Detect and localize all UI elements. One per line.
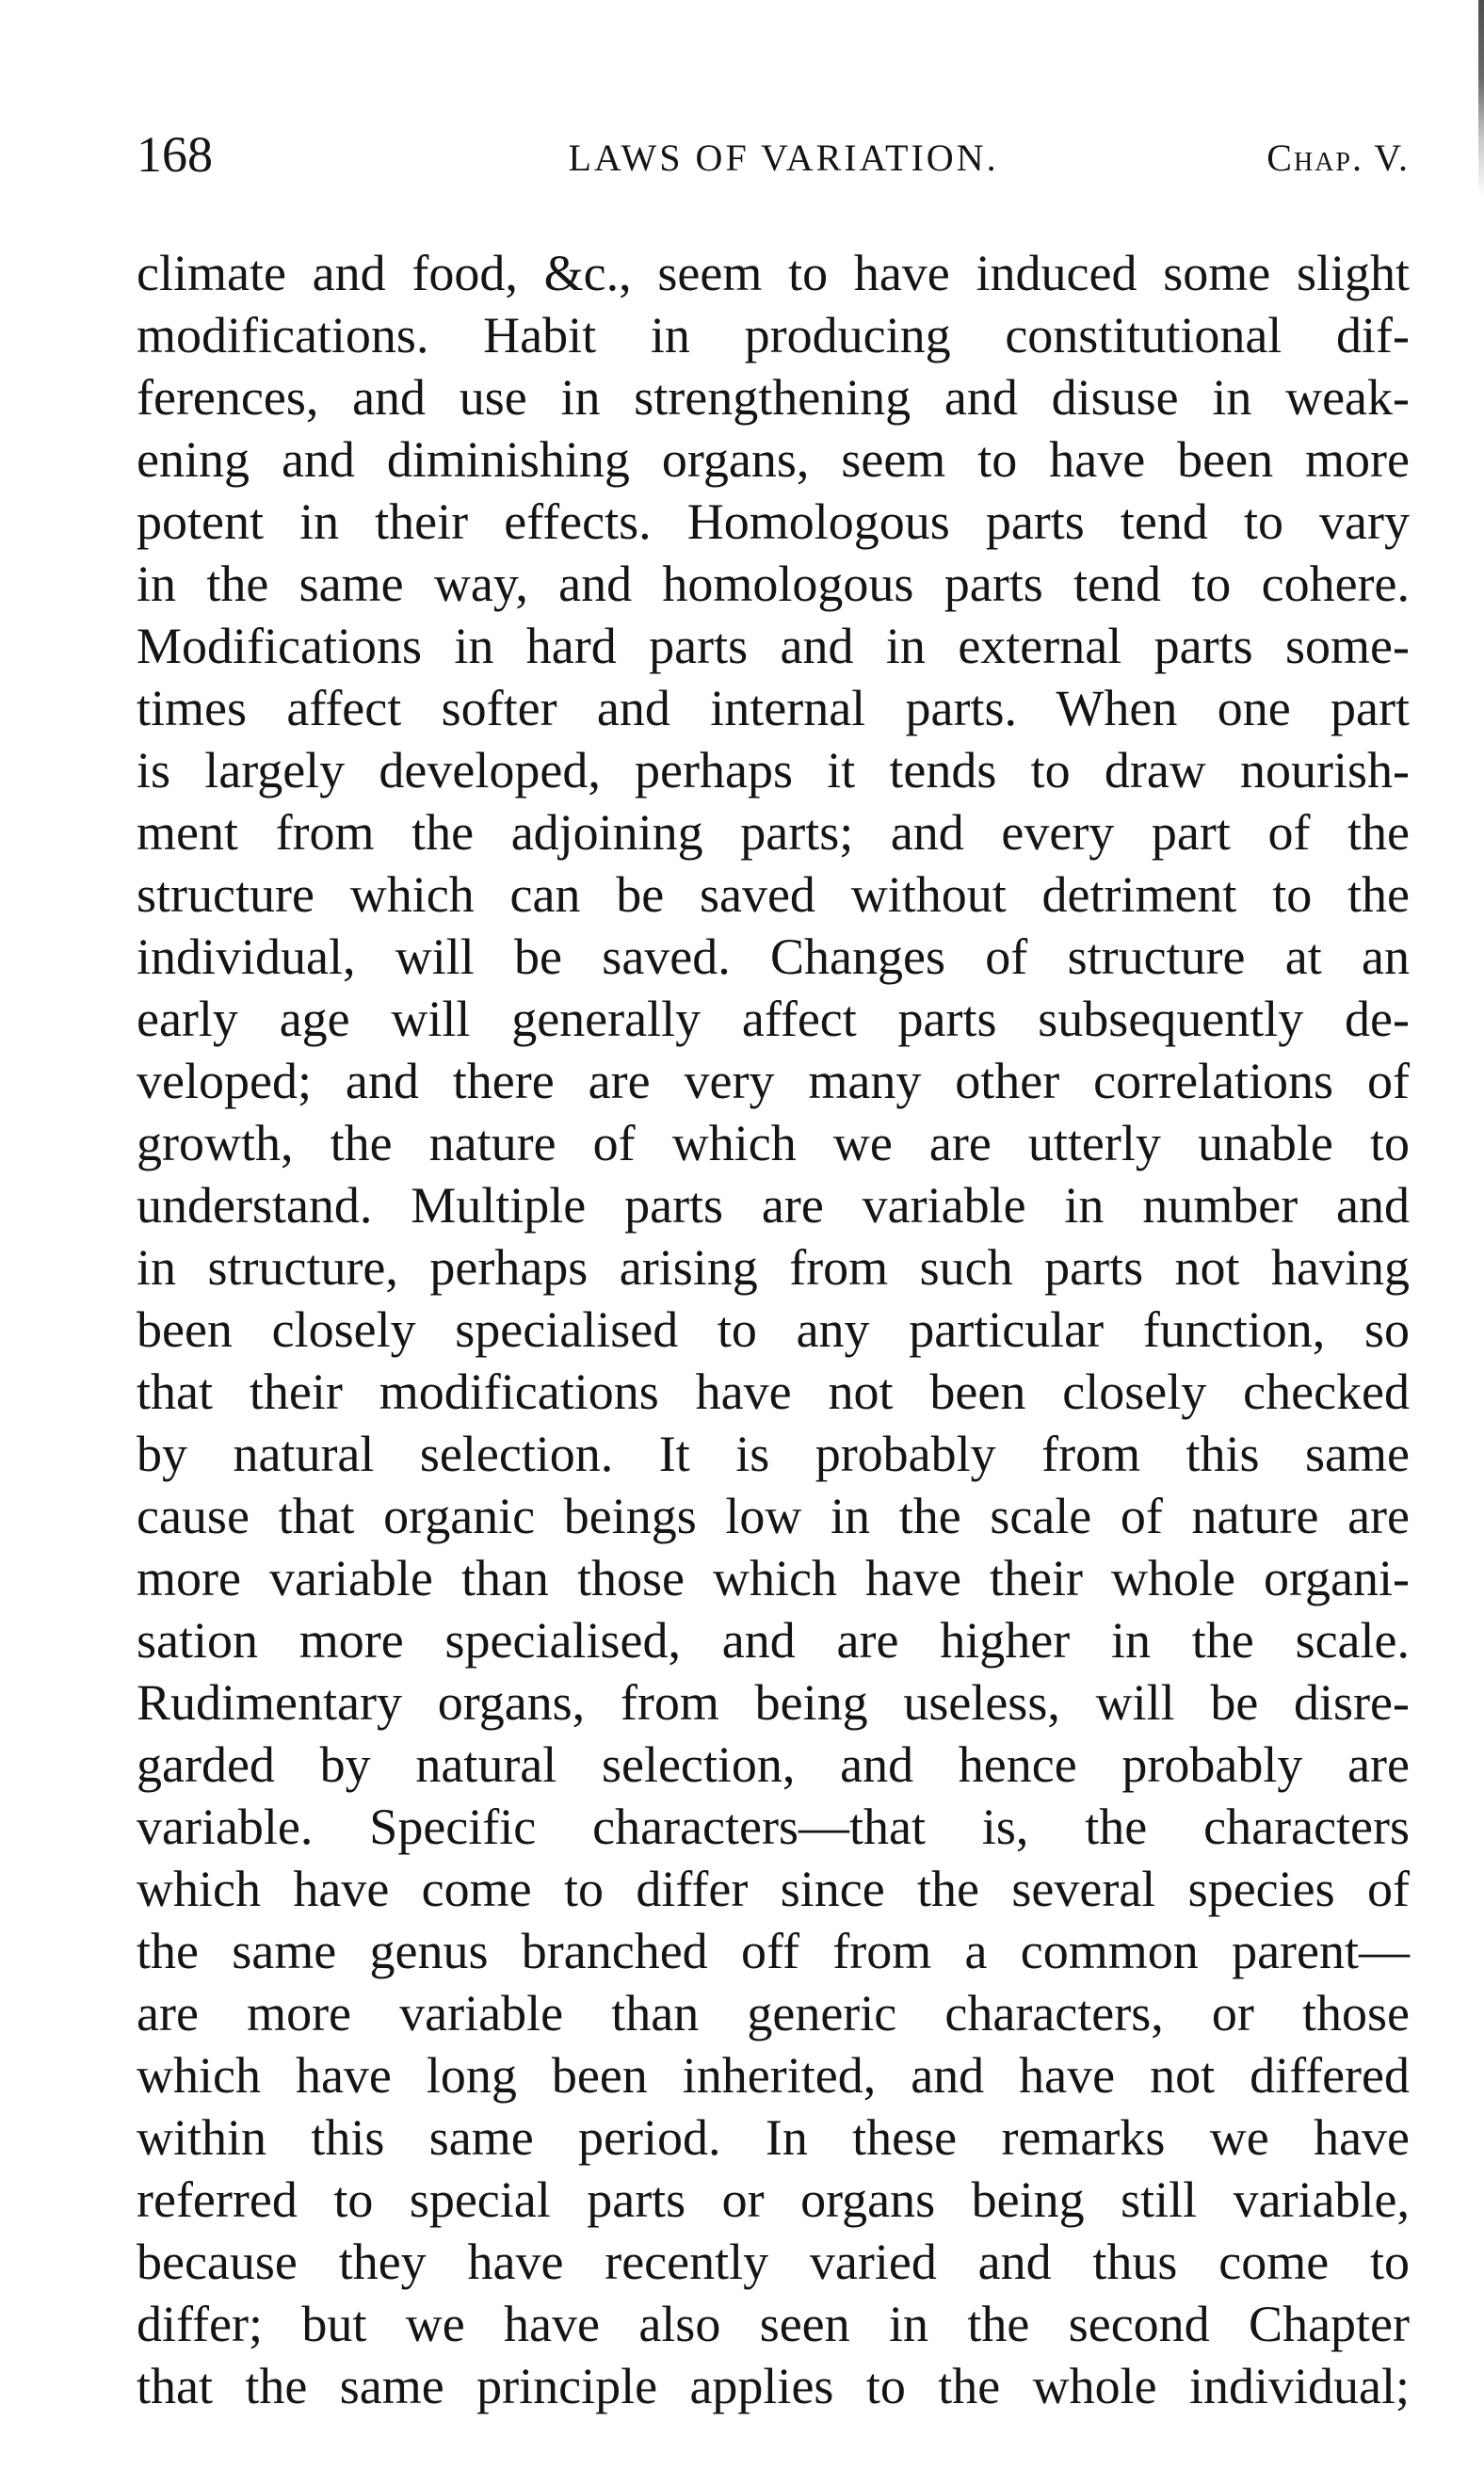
text-line: ening and diminishing organs, seem to have been more [137, 431, 1410, 488]
text-line: Rudimentary organs, from being useless, will be disre- [137, 1674, 1410, 1731]
text-line: early age will generally affect parts subsequently de- [137, 991, 1410, 1047]
text-line: that the same principle applies to the whole individual; [137, 2358, 1410, 2414]
text-line: veloped; and there are very many other correlations of [137, 1053, 1410, 1109]
text-line: differ; but we have also seen in the second Chapter [137, 2296, 1410, 2352]
page-number: 168 [137, 126, 213, 183]
text-line: modifications. Habit in producing constitutional dif- [137, 307, 1410, 363]
text-line: ferences, and use in strengthening and disuse in weak- [137, 369, 1410, 426]
text-line: ment from the adjoining parts; and every part of the [137, 804, 1410, 861]
text-line: is largely developed, perhaps it tends to draw nourish- [137, 742, 1410, 799]
text-line: growth, the nature of which we are utterly unable to [137, 1115, 1410, 1171]
text-line: by natural selection. It is probably from this same [137, 1426, 1410, 1482]
text-line: that their modifications have not been closely checked [137, 1364, 1410, 1420]
text-line: sation more specialised, and are higher in the scale. [137, 1612, 1410, 1669]
text-line: variable. Specific characters—that is, the characters [137, 1799, 1410, 1855]
text-line: referred to special parts or organs being still variable, [137, 2171, 1410, 2228]
text-line: more variable than those which have their whole organi- [137, 1550, 1410, 1606]
page-edge-mark [1478, 0, 1484, 198]
text-line: which have long been inherited, and have not differed [137, 2047, 1410, 2104]
text-line: because they have recently varied and thus come to [137, 2234, 1410, 2290]
chapter-title: LAWS OF VARIATION. [568, 137, 999, 179]
text-line: are more variable than generic characters, or those [137, 1985, 1410, 2041]
text-line: understand. Multiple parts are variable in number and [137, 1177, 1410, 1234]
text-line: times affect softer and internal parts. When one part [137, 680, 1410, 736]
body-paragraph [137, 242, 1410, 2417]
text-line: climate and food, &c., seem to have induced some slight [137, 245, 1410, 301]
running-head [137, 126, 1410, 183]
text-line: which have come to differ since the several species of [137, 1861, 1410, 1917]
text-line: cause that organic beings low in the scale of nature are [137, 1488, 1410, 1544]
text-line: structure which can be saved without detriment to the [137, 866, 1410, 923]
text-line: individual, will be saved. Changes of structure at an [137, 928, 1410, 985]
text-line: Modifications in hard parts and in external parts some- [137, 618, 1410, 674]
text-line: in the same way, and homologous parts tend to cohere. [137, 556, 1410, 612]
text-line: been closely specialised to any particular function, so [137, 1301, 1410, 1358]
chapter-reference: Chap. V. [1266, 137, 1410, 179]
text-line: within this same period. In these remarks we have [137, 2109, 1410, 2166]
text-line: potent in their effects. Homologous parts tend to vary [137, 493, 1410, 550]
text-line: in structure, perhaps arising from such parts not having [137, 1239, 1410, 1296]
text-line: the same genus branched off from a common parent— [137, 1923, 1410, 1979]
text-line: garded by natural selection, and hence probably are [137, 1736, 1410, 1793]
